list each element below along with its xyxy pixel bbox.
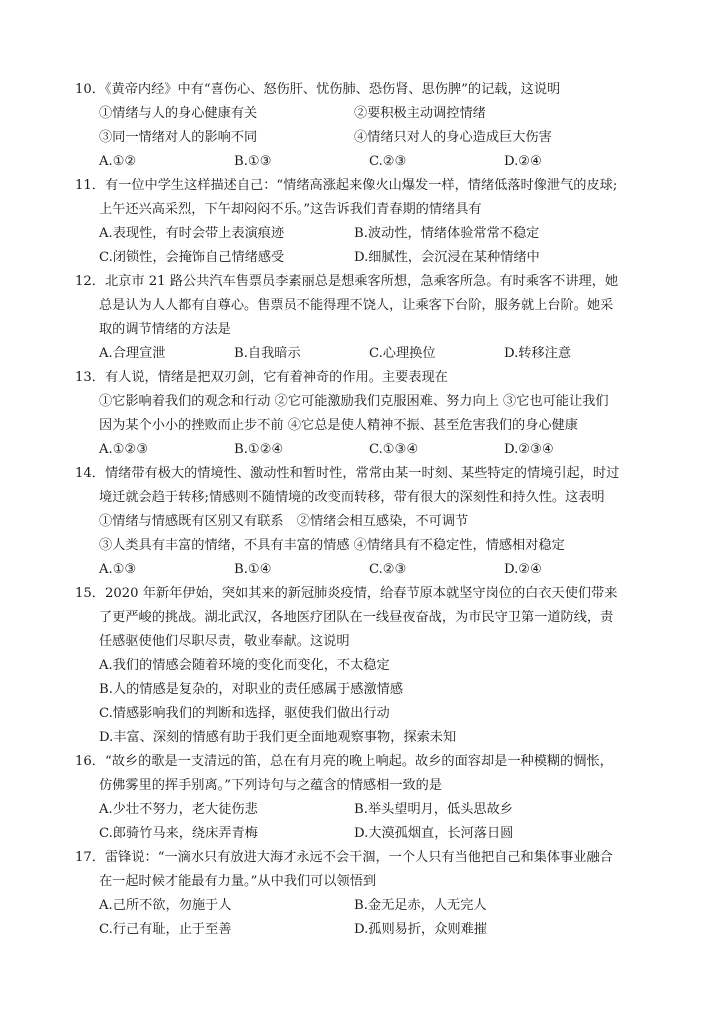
answer-options	[75, 150, 678, 174]
question-stem: ①它影响着我们的观念和行动 ②它可能激励我们克服困难、努力向上 ③它也可能让我们	[99, 394, 609, 409]
option-d[interactable]: D.细腻性，会沉浸在某种情绪中	[354, 250, 540, 265]
option-d[interactable]: D.②③④	[504, 442, 554, 457]
question-16	[75, 750, 678, 846]
option-a[interactable]: A.①②	[99, 154, 137, 169]
statement: ②要积极主动调控情绪	[354, 106, 486, 121]
option-a[interactable]: A.我们的情感会随着环境的变化而变化，不太稳定	[99, 658, 390, 673]
question-stem: 12．北京市 21 路公共汽车售票员李素丽总是想乘客所想，急乘客所急。有时乘客不讲理，她	[75, 274, 619, 289]
answer-options	[75, 222, 678, 246]
option-a[interactable]: A.①②③	[99, 442, 149, 457]
answer-options	[75, 918, 678, 942]
answer-options	[75, 558, 678, 582]
option-a[interactable]: A.①③	[99, 562, 137, 577]
statement-row	[75, 126, 678, 150]
option-b[interactable]: B.①③	[234, 154, 272, 169]
option-c[interactable]: C.情感影响我们的判断和选择，驱使我们做出行动	[99, 706, 390, 721]
question-11	[75, 174, 678, 270]
option-c[interactable]: C.②③	[369, 154, 407, 169]
option-b[interactable]: B.波动性，情绪体验常常不稳定	[354, 226, 540, 241]
option-c[interactable]: C.闭锁性，会掩饰自己情绪感受	[99, 250, 285, 265]
option-c[interactable]: C.②③	[369, 562, 407, 577]
question-17	[75, 846, 678, 942]
option-a[interactable]: A.合理宣泄	[99, 346, 166, 361]
option-b[interactable]: B.举头望明月，低头思故乡	[354, 802, 513, 817]
question-stem: 仿佛雾里的挥手别离。”下列诗句与之蕴含的情感相一致的是	[99, 778, 443, 793]
statement: ③同一情绪对人的影响不同	[99, 130, 258, 145]
question-stem: ①情绪与情感既有区别又有联系 ②情绪会相互感染，不可调节	[99, 514, 469, 529]
option-b[interactable]: B.自我暗示	[234, 346, 301, 361]
option-a[interactable]: A.表现性，有时会带上表演痕迹	[99, 226, 285, 241]
question-stem: 境迁就会趋于转移;情感则不随情境的改变而转移，带有很大的深刻性和持久性。这表明	[99, 490, 605, 505]
option-d[interactable]: D.大漠孤烟直，长河落日圆	[354, 826, 514, 841]
question-stem: 14．情绪带有极大的情境性、激动性和暂时性，常常由某一时刻、某些特定的情境引起，时过	[75, 466, 620, 481]
question-stem: 13．有人说，情绪是把双刃剑，它有着神奇的作用。主要表现在	[75, 370, 448, 385]
statement-row	[75, 102, 678, 126]
question-stem: 15．2020 年新年伊始，突如其来的新冠肺炎疫情，给春节原本就坚守岗位的白衣天使们带来	[75, 586, 618, 601]
question-13	[75, 366, 678, 462]
option-a[interactable]: A.己所不欲，勿施于人	[99, 898, 232, 913]
option-b[interactable]: B.人的情感是复杂的，对职业的责任感属于感激情感	[99, 682, 404, 697]
option-d[interactable]: D.转移注意	[504, 346, 572, 361]
question-stem: 17．雷锋说：“一滴水只有放进大海才永远不会干涸，一个人只有当他把自己和集体事业融合	[75, 850, 613, 865]
answer-options	[75, 894, 678, 918]
question-stem: 任感驱使他们尽职尽责，敬业奉献。这说明	[99, 634, 350, 649]
option-d[interactable]: D.②④	[504, 562, 542, 577]
question-12	[75, 270, 678, 366]
question-stem: 16．“故乡的歌是一支清远的笛，总在有月亮的晚上响起。故乡的面容却是一种模糊的惆怅，	[75, 754, 613, 769]
question-14	[75, 462, 678, 582]
option-c[interactable]: C.①③④	[369, 442, 419, 457]
question-stem: 总是认为人人都有自尊心。售票员不能得理不饶人，让乘客下台阶，服务就上台阶。她采	[99, 298, 614, 313]
question-10	[75, 78, 678, 174]
statement: ①情绪与人的身心健康有关	[99, 106, 258, 121]
question-stem: ③人类具有丰富的情绪，不具有丰富的情感 ④情绪具有不稳定性，情感相对稳定	[99, 538, 565, 553]
question-stem: 了更严峻的挑战。湖北武汉，各地医疗团队在一线昼夜奋战，为市民守卫第一道防线，责	[99, 610, 614, 625]
option-c[interactable]: C.郎骑竹马来，绕床弄青梅	[99, 826, 258, 841]
question-15	[75, 582, 678, 750]
question-stem: 11．有一位中学生这样描述自己：“情绪高涨起来像火山爆发一样，情绪低落时像泄气的皮球;	[75, 178, 618, 193]
option-d[interactable]: D.②④	[504, 154, 542, 169]
question-stem: 取的调节情绪的方法是	[99, 322, 231, 337]
option-d[interactable]: D.孤则易折，众则难摧	[354, 922, 487, 937]
answer-options	[75, 822, 678, 846]
statement: ④情绪只对人的身心造成巨大伤害	[354, 130, 552, 145]
option-b[interactable]: B.①②④	[234, 442, 284, 457]
option-c[interactable]: C.心理换位	[369, 346, 436, 361]
option-b[interactable]: B.①④	[234, 562, 272, 577]
answer-options	[75, 798, 678, 822]
question-stem: 10．《黄帝内经》中有“喜伤心、怒伤肝、忧伤肺、恐伤肾、思伤脾”的记载，这说明	[75, 82, 561, 97]
question-stem: 在一起时候才能最有力量。”从中我们可以领悟到	[99, 874, 377, 889]
option-d[interactable]: D.丰富、深刻的情感有助于我们更全面地观察事物，探索未知	[99, 730, 457, 745]
option-c[interactable]: C.行己有耻，止于至善	[99, 922, 232, 937]
question-stem: 上午还兴高采烈，下午却闷闷不乐。”这告诉我们青春期的情绪具有	[99, 202, 482, 217]
answer-options	[75, 246, 678, 270]
option-b[interactable]: B.金无足赤，人无完人	[354, 898, 487, 913]
answer-options	[75, 342, 678, 366]
option-a[interactable]: A.少壮不努力，老大徒伤悲	[99, 802, 258, 817]
question-stem: 因为某个小小的挫败而止步不前 ④它总是使人精神不振、甚至危害我们的身心健康	[99, 418, 578, 433]
answer-options	[75, 438, 678, 462]
